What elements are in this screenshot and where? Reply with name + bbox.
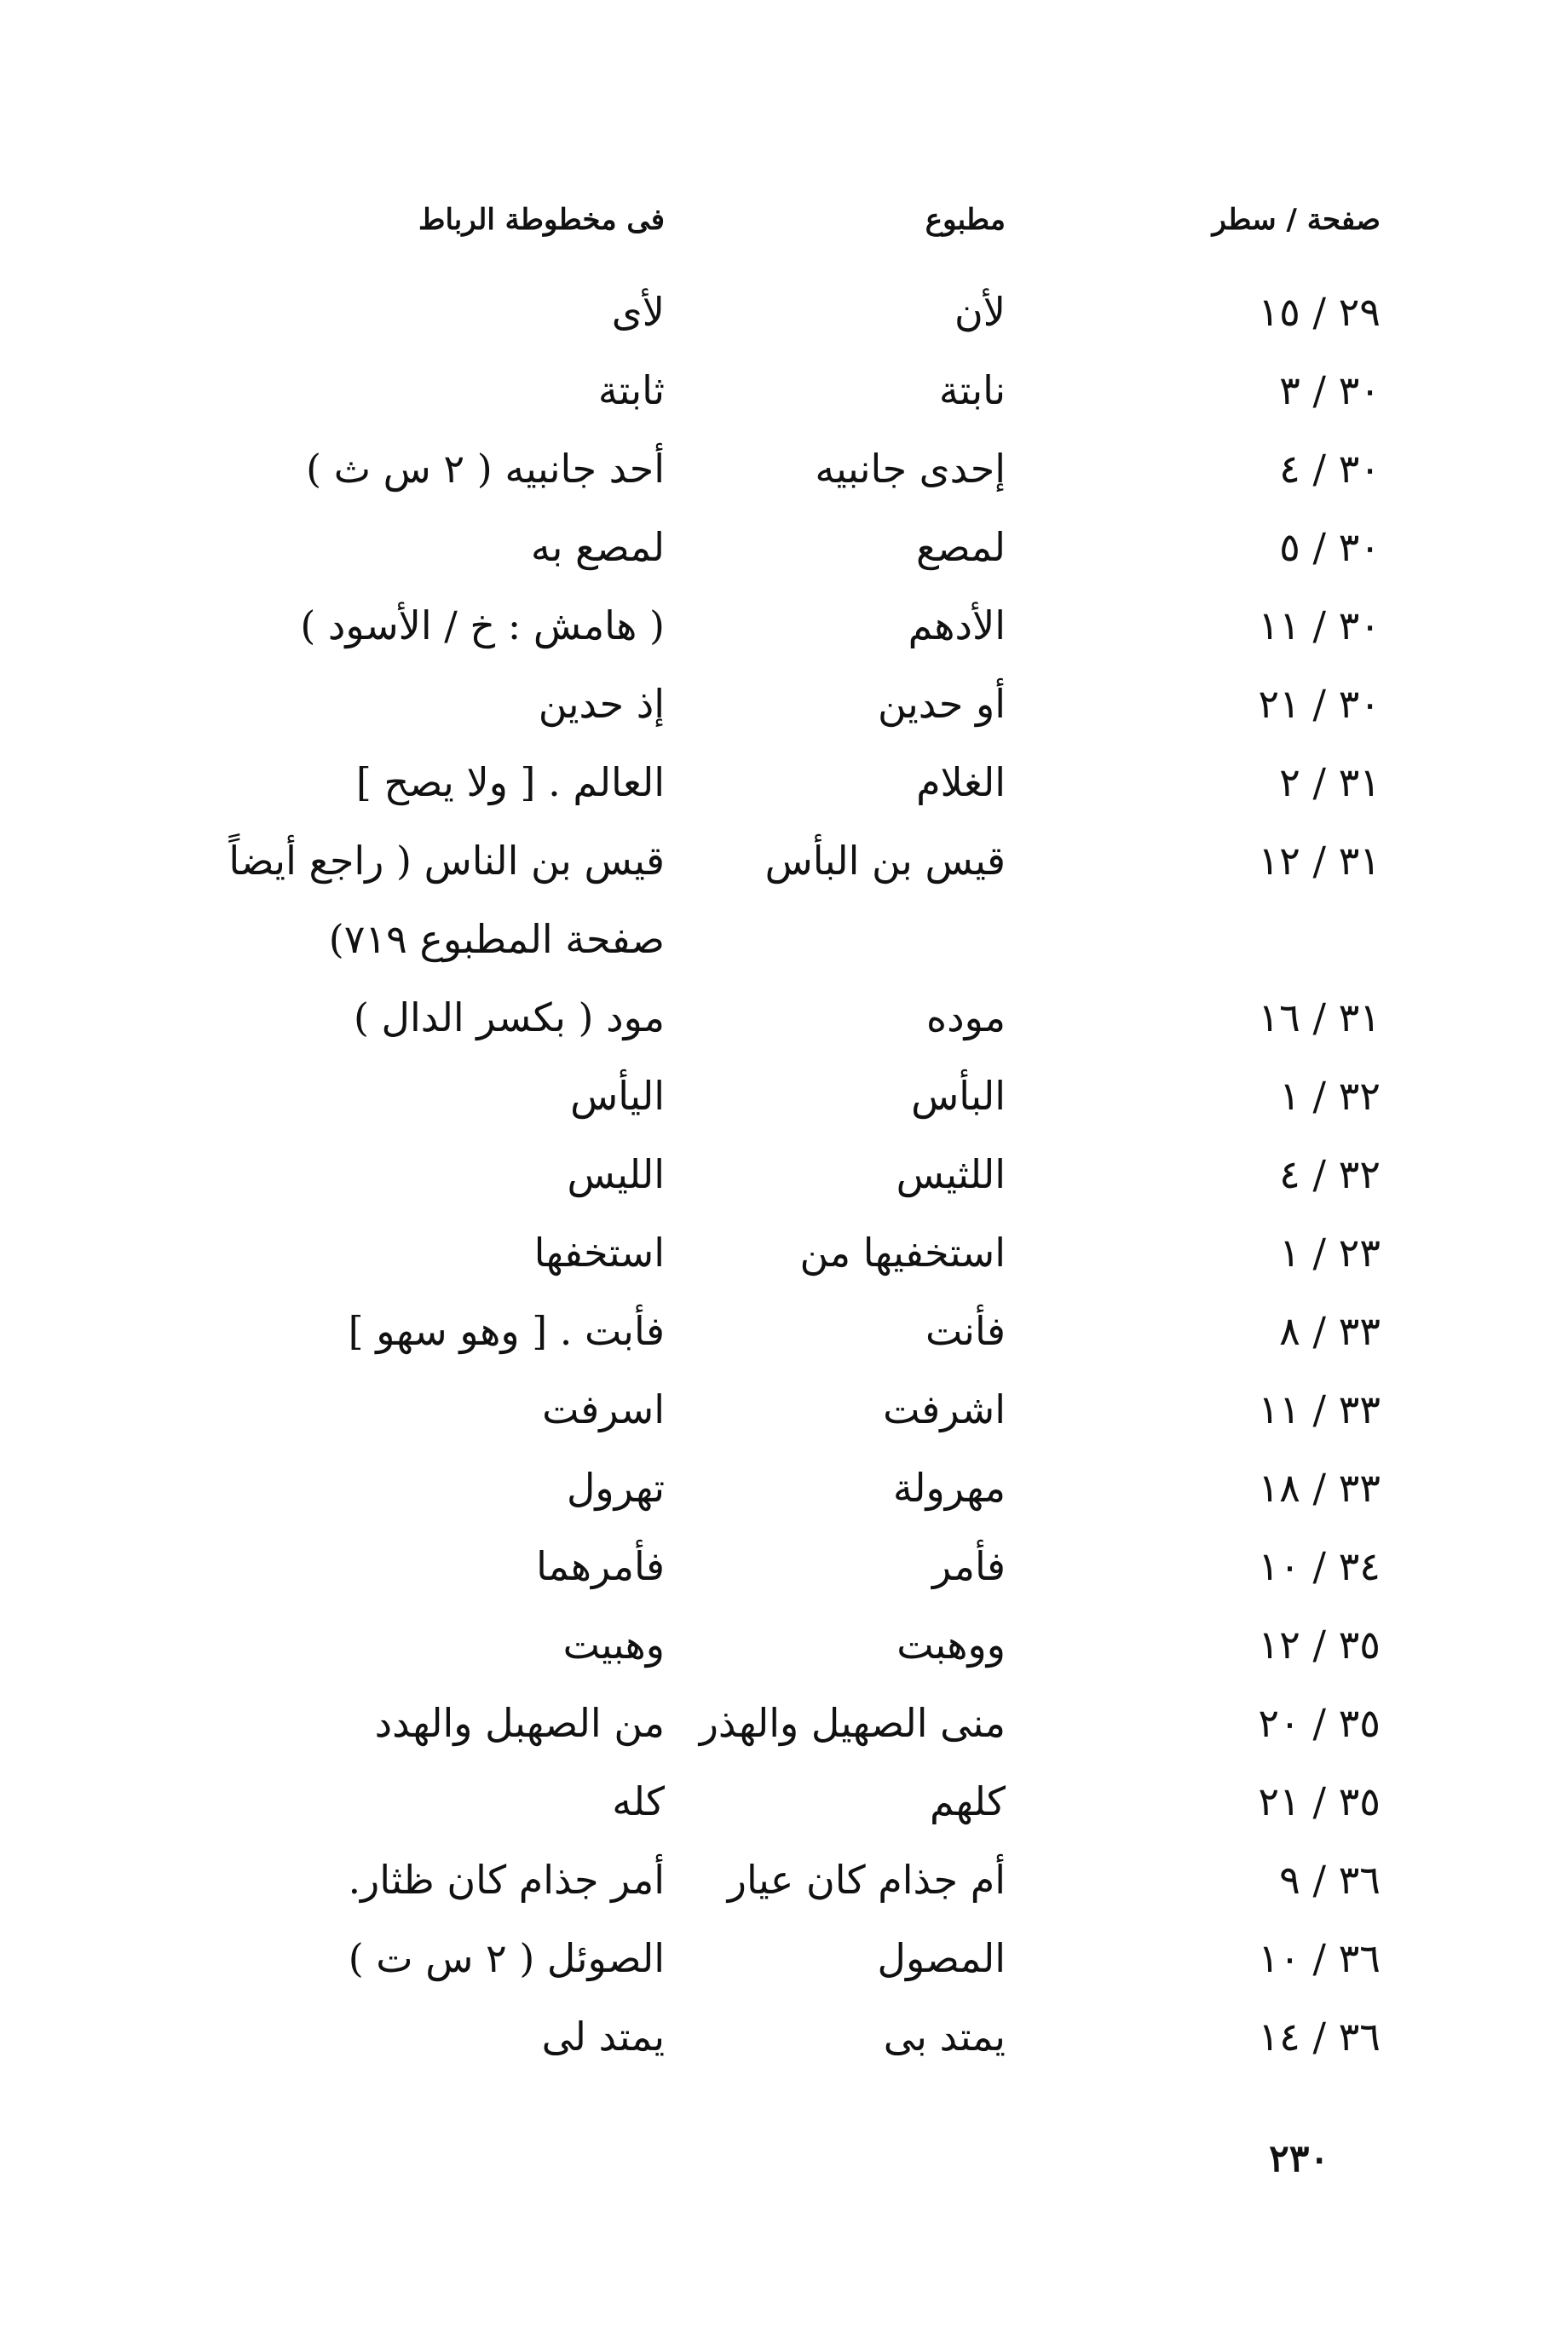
manuscript-cell: الليس (567, 1151, 665, 1197)
table-row (0, 351, 1568, 429)
reference-cell: ٣٥ / ٢٠ (1258, 1700, 1381, 1746)
header-manuscript: فى مخطوطة الرباط (418, 203, 665, 237)
table-row (0, 429, 1568, 508)
table-row (0, 821, 1568, 978)
table-row (0, 1135, 1568, 1213)
reference-cell: ٣١ / ١٢ (1258, 838, 1381, 884)
reference-cell: ٣٤ / ١٠ (1258, 1543, 1381, 1589)
table-row (0, 1292, 1568, 1370)
table-row (0, 508, 1568, 586)
manuscript-cell: فأبت . [ وهو سهو ] (348, 1308, 665, 1354)
table-row (0, 743, 1568, 821)
reference-cell: ٢٩ / ١٥ (1258, 289, 1381, 335)
manuscript-cell: كله (612, 1778, 665, 1824)
printed-cell: الأدهم (908, 602, 1006, 648)
collation-table (0, 273, 1568, 2076)
manuscript-cell: قيس بن الناس ( راجع أيضاً صفحة المطبوع ٧١٩) (228, 838, 665, 962)
printed-cell: البأس (911, 1073, 1006, 1119)
printed-cell: أو حدين (877, 681, 1006, 727)
printed-cell: قيس بن البأس (764, 838, 1006, 884)
manuscript-cell: اليأس (570, 1073, 665, 1119)
table-row (0, 1605, 1568, 1684)
reference-cell: ٢٣ / ١ (1279, 1230, 1381, 1276)
printed-cell: الغلام (916, 759, 1006, 805)
reference-cell: ٣٦ / ١٠ (1258, 1935, 1381, 1981)
printed-cell: لأن (954, 289, 1006, 335)
manuscript-cell: العالم . [ ولا يصح ] (355, 759, 665, 805)
table-row (0, 1762, 1568, 1841)
printed-cell: فأنت (925, 1308, 1006, 1354)
manuscript-cell: ( هامش : خ / الأسود ) (300, 602, 665, 648)
manuscript-cell: أحد جانبيه ( ٢ س ث ) (306, 446, 665, 492)
table-header (0, 203, 1568, 254)
manuscript-cell: لأى (611, 289, 665, 335)
printed-cell: ووهبت (896, 1622, 1006, 1668)
printed-cell: فأمر (931, 1543, 1006, 1589)
manuscript-cell: اسرفت (542, 1386, 665, 1432)
printed-cell: كلهم (930, 1778, 1006, 1824)
printed-cell: موده (926, 994, 1006, 1040)
printed-cell: اشرفت (883, 1386, 1006, 1432)
manuscript-cell: فأمرهما (536, 1543, 665, 1589)
manuscript-cell: لمصع به (530, 524, 665, 570)
manuscript-cell: ثابتة (597, 367, 665, 413)
reference-cell: ٣٥ / ١٢ (1258, 1622, 1381, 1668)
reference-cell: ٣٠ / ١١ (1258, 602, 1381, 648)
reference-cell: ٣٢ / ١ (1279, 1073, 1381, 1119)
reference-cell: ٣٣ / ٨ (1279, 1308, 1381, 1354)
reference-cell: ٣٠ / ٣ (1279, 367, 1381, 413)
reference-cell: ٣٣ / ١٨ (1258, 1465, 1381, 1511)
table-row (0, 273, 1568, 351)
manuscript-cell: إذ حدين (538, 681, 665, 727)
printed-cell: اللثيس (896, 1151, 1006, 1197)
table-row (0, 978, 1568, 1057)
reference-cell: ٣٣ / ١١ (1258, 1386, 1381, 1432)
printed-cell: أم جذام كان عيار (727, 1857, 1006, 1903)
manuscript-cell: أمر جذام كان ظثار. (348, 1857, 665, 1903)
reference-cell: ٣٦ / ٩ (1279, 1857, 1381, 1903)
reference-cell: ٣٠ / ٢١ (1258, 681, 1381, 727)
reference-cell: ٣٦ / ١٤ (1258, 2014, 1381, 2060)
reference-cell: ٣١ / ٢ (1279, 759, 1381, 805)
manuscript-cell: تهرول (566, 1465, 665, 1511)
printed-cell: استخفيها من (799, 1230, 1006, 1276)
table-row (0, 1527, 1568, 1605)
reference-cell: ٣٥ / ٢١ (1258, 1778, 1381, 1824)
table-row (0, 1684, 1568, 1762)
printed-cell: يمتد بى (883, 2014, 1006, 2060)
header-reference: صفحة / سطر (1212, 203, 1381, 237)
reference-cell: ٣٠ / ٥ (1279, 524, 1381, 570)
reference-cell: ٣٠ / ٤ (1279, 446, 1381, 492)
printed-cell: نابتة (938, 367, 1006, 413)
printed-cell: إحدى جانبيه (815, 446, 1006, 492)
table-row (0, 1997, 1568, 2076)
table-row (0, 1370, 1568, 1449)
page-number: ٢٣٠ (1269, 2137, 1329, 2181)
table-row (0, 1841, 1568, 1919)
manuscript-cell: استخفها (533, 1230, 665, 1276)
manuscript-cell: وهبيت (562, 1622, 665, 1668)
manuscript-cell: مود ( بكسر الدال ) (353, 994, 665, 1040)
manuscript-cell: يمتد لى (541, 2014, 665, 2060)
reference-cell: ٣٢ / ٤ (1279, 1151, 1381, 1197)
manuscript-cell: الصوئل ( ٢ س ت ) (348, 1935, 665, 1981)
printed-cell: مهرولة (892, 1465, 1006, 1511)
table-row (0, 1057, 1568, 1135)
printed-cell: المصول (877, 1935, 1006, 1981)
reference-cell: ٣١ / ١٦ (1258, 994, 1381, 1040)
table-row (0, 586, 1568, 665)
header-printed: مطبوع (925, 203, 1006, 237)
manuscript-cell: من الصهبل والهدد (374, 1700, 665, 1746)
table-row (0, 1449, 1568, 1527)
table-row (0, 1213, 1568, 1292)
printed-cell: منى الصهيل والهذر (699, 1700, 1006, 1746)
table-row (0, 1919, 1568, 1997)
printed-cell: لمصع (916, 524, 1006, 570)
table-row (0, 665, 1568, 743)
